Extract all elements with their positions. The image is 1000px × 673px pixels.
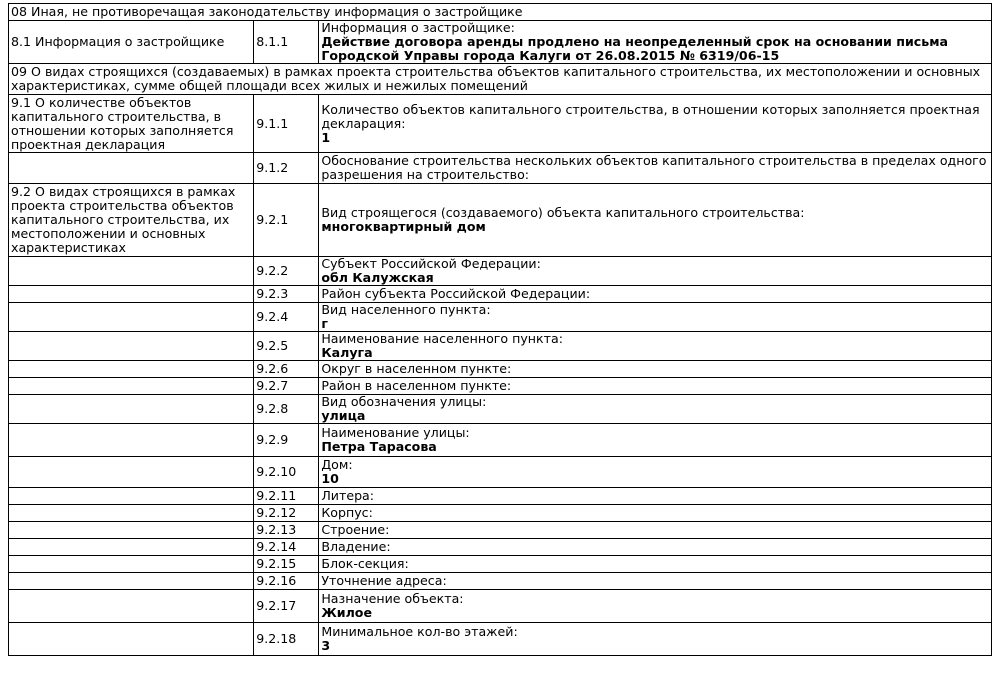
group-9-1-title: 9.1 О количестве объектов капитального строительства, в отношении которых заполняется проектная декларация <box>9 95 254 153</box>
section-08-heading: 08 Иная, не противоречащая законодательству информация о застройщике <box>9 4 992 21</box>
empty-cell <box>9 590 254 623</box>
row-9-1-2 <box>9 153 992 184</box>
row-code: 9.2.2 <box>254 257 319 286</box>
empty-cell <box>9 257 254 286</box>
empty-cell <box>9 286 254 303</box>
row-code: 9.2.3 <box>254 286 319 303</box>
row-value: г <box>321 316 328 331</box>
row-label: Обоснование строительства нескольких объектов капитального строительства в пределах одного разрешения на строительство: <box>321 153 987 182</box>
row-code: 9.1.2 <box>254 153 319 184</box>
row-value: обл Калужская <box>321 270 434 285</box>
row-value: Жилое <box>321 605 372 620</box>
section-title: 8.1 Информация о застройщике <box>9 21 254 64</box>
empty-cell <box>9 573 254 590</box>
row-code: 9.2.11 <box>254 488 319 505</box>
row-value: 3 <box>321 638 331 653</box>
row-label: Вид обозначения улицы: <box>321 394 487 409</box>
row-label: Субъект Российской Федерации: <box>321 256 541 271</box>
empty-cell <box>9 153 254 184</box>
row-content <box>319 457 992 488</box>
row-content <box>319 95 992 153</box>
row-value: многоквартирный дом <box>321 219 486 234</box>
row-code: 9.2.9 <box>254 424 319 457</box>
row-label: Район в населенном пункте: <box>321 378 512 393</box>
empty-cell <box>9 539 254 556</box>
row-value: 10 <box>321 471 339 486</box>
row-code: 9.1.1 <box>254 95 319 153</box>
row-9-2-15 <box>9 556 992 573</box>
row-label: Корпус: <box>321 505 373 520</box>
row-content <box>319 623 992 656</box>
row-label: Назначение объекта: <box>321 591 464 606</box>
row-label: Вид строящегося (создаваемого) объекта капитального строительства: <box>321 205 805 220</box>
row-label: Минимальное кол-во этажей: <box>321 624 518 639</box>
row-label: Литера: <box>321 488 375 503</box>
row-value: Петра Тарасова <box>321 439 437 454</box>
row-9-2-13 <box>9 522 992 539</box>
row-code: 9.2.13 <box>254 522 319 539</box>
group-9-2-title: 9.2 О видах строящихся в рамках проекта строительства объектов капитального строительства, их местоположении и основных характеристиках <box>9 184 254 257</box>
row-8-1-1 <box>9 21 992 64</box>
row-value: 1 <box>321 129 331 145</box>
row-code: 9.2.16 <box>254 573 319 590</box>
row-code: 8.1.1 <box>254 21 319 64</box>
row-content <box>319 556 992 573</box>
row-9-2-7 <box>9 378 992 395</box>
row-code: 9.2.17 <box>254 590 319 623</box>
row-9-2-10 <box>9 457 992 488</box>
row-content <box>319 21 992 64</box>
row-label: Округ в населенном пункте: <box>321 361 512 376</box>
empty-cell <box>9 395 254 424</box>
row-9-2-11 <box>9 488 992 505</box>
row-content <box>319 184 992 257</box>
row-9-2-5 <box>9 332 992 361</box>
row-content <box>319 505 992 522</box>
row-content <box>319 539 992 556</box>
row-code: 9.2.7 <box>254 378 319 395</box>
row-content <box>319 332 992 361</box>
row-content <box>319 378 992 395</box>
empty-cell <box>9 505 254 522</box>
row-content <box>319 590 992 623</box>
row-9-1-1 <box>9 95 992 153</box>
row-content <box>319 303 992 332</box>
row-label: Наименование населенного пункта: <box>321 331 563 346</box>
empty-cell <box>9 332 254 361</box>
row-9-2-17 <box>9 590 992 623</box>
declaration-table <box>8 3 992 656</box>
row-9-2-18 <box>9 623 992 656</box>
empty-cell <box>9 303 254 332</box>
row-9-2-16 <box>9 573 992 590</box>
row-9-2-12 <box>9 505 992 522</box>
empty-cell <box>9 522 254 539</box>
row-label: Район субъекта Российской Федерации: <box>321 286 591 301</box>
section-08-header-row <box>9 4 992 21</box>
row-content <box>319 522 992 539</box>
row-code: 9.2.10 <box>254 457 319 488</box>
row-label: Строение: <box>321 522 390 537</box>
row-value: Действие договора аренды продлено на неопределенный срок на основании письма Городской Управы города Калуги от 26.08.2015 № 6319/06-15 <box>321 34 948 63</box>
row-code: 9.2.1 <box>254 184 319 257</box>
row-label: Уточнение адреса: <box>321 573 447 588</box>
row-code: 9.2.15 <box>254 556 319 573</box>
row-code: 9.2.8 <box>254 395 319 424</box>
row-code: 9.2.4 <box>254 303 319 332</box>
row-code: 9.2.6 <box>254 361 319 378</box>
section-09-header-row <box>9 64 992 95</box>
row-content <box>319 153 992 184</box>
row-code: 9.2.14 <box>254 539 319 556</box>
row-code: 9.2.18 <box>254 623 319 656</box>
row-value: улица <box>321 408 366 423</box>
row-content <box>319 395 992 424</box>
empty-cell <box>9 488 254 505</box>
row-label: Информация о застройщике: <box>321 20 515 35</box>
row-content <box>319 361 992 378</box>
row-content <box>319 286 992 303</box>
empty-cell <box>9 457 254 488</box>
row-9-2-1 <box>9 184 992 257</box>
row-9-2-4 <box>9 303 992 332</box>
row-value: Калуга <box>321 345 373 360</box>
row-code: 9.2.5 <box>254 332 319 361</box>
empty-cell <box>9 623 254 656</box>
row-label: Количество объектов капитального строительства, в отношении которых заполняется проектная декларация: <box>321 101 980 131</box>
row-label: Наименование улицы: <box>321 425 470 440</box>
row-9-2-3 <box>9 286 992 303</box>
row-code: 9.2.12 <box>254 505 319 522</box>
empty-cell <box>9 424 254 457</box>
row-content <box>319 424 992 457</box>
row-9-2-9 <box>9 424 992 457</box>
empty-cell <box>9 361 254 378</box>
row-content <box>319 573 992 590</box>
empty-cell <box>9 378 254 395</box>
row-label: Вид населенного пункта: <box>321 302 491 317</box>
row-label: Владение: <box>321 539 391 554</box>
row-9-2-8 <box>9 395 992 424</box>
row-label: Блок-секция: <box>321 556 409 571</box>
row-9-2-6 <box>9 361 992 378</box>
row-9-2-2 <box>9 257 992 286</box>
section-09-heading: 09 О видах строящихся (создаваемых) в рамках проекта строительства объектов капитального строительства, их местоположении и основных характеристиках, сумме общей площади всех жилых и нежилых помещений <box>9 64 992 95</box>
row-label: Дом: <box>321 457 353 472</box>
row-9-2-14 <box>9 539 992 556</box>
row-content <box>319 488 992 505</box>
row-content <box>319 257 992 286</box>
empty-cell <box>9 556 254 573</box>
